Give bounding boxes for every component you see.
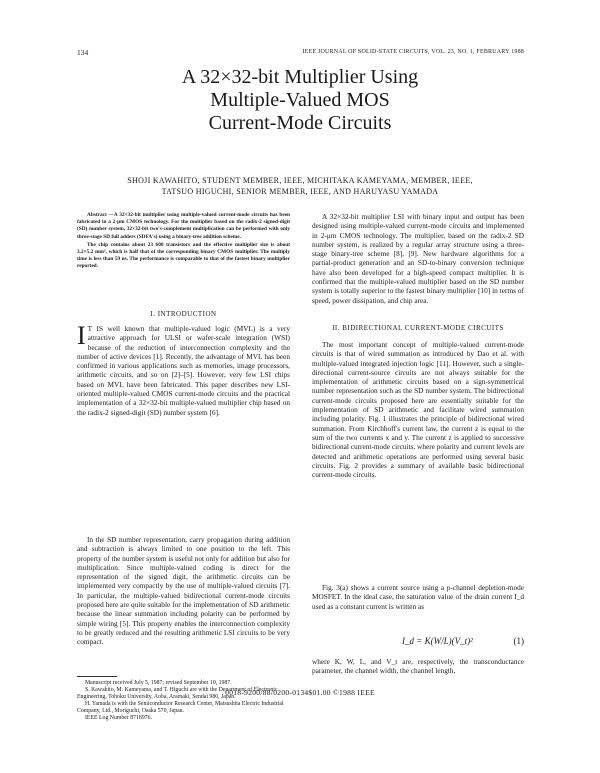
section-2-text-tail: [312, 657, 524, 676]
title-line-2: Multiple-Valued MOS: [210, 89, 390, 111]
footnote-affiliation-1: S. Kawahito, M. Kameyama, and T. Higuchi are with the Department of Electronic Engineering, Tohoku University, Aoba, Aramaki, Sendai 980, Japan.: [77, 687, 278, 700]
copyright-line: 0018-9200/88/0200-0134$01.00 ©1988 IEEE: [225, 688, 375, 697]
title-line-1: A 32×32-bit Multiplier Using: [181, 66, 419, 88]
abstract-paragraph-1: Abstract —A 32×32-bit multiplier using multiple-valued current-mode circuits has been fabricated in a 2-μm CMOS technology. For the multiplier based on the radix-2 signed-digit (SD) number system, 32×32-bit two's-complement multiplication can be performed with only three-stage SD full adders (SDFA's) using a binary-tree addition scheme.: [77, 212, 290, 240]
title-line-3: Current-Mode Circuits: [208, 112, 392, 134]
section-2-paragraph-2: Fig. 3(a) shows a current source using a p-channel depletion-mode MOSFET. In the ideal case, the saturation value of the drain current I_d used as a constant current is written as: [312, 583, 524, 611]
right-paragraph-1: A 32×32-bit multiplier LSI with binary input and output has been designed using multiple-valued current-mode circuits and implemented in 2-μm CMOS technology. The multiplier, based on the radix-2 SD number system, is realized by a regular array structure using a three-stage binary-tree scheme [8], [9]. New hardware algorithms for a partial-product generation and an SD-to-binary conversion technique have also been developed for a high-speed compact multiplier. It is confirmed that the multiple-valued multiplier based on the SD number system is totally superior to the fastest binary multiplier [10] in terms of speed, power dissipation, and chip area.: [312, 212, 524, 305]
section-heading-introduction: I. INTRODUCTION: [150, 310, 217, 318]
authors-line-1: SHOJI KAWAHITO, STUDENT MEMBER, IEEE, MICHITAKA KAMEYAMA, MEMBER, IEEE,: [127, 176, 473, 185]
footnote-affiliation-2: H. Yamada is with the Semiconductor Research Center, Matsushita Electric Industrial Company, Ltd., Moriguchi, Osaka 570, Japan.: [77, 701, 284, 714]
drop-cap: I: [77, 321, 86, 350]
intro-paragraph-1-text: T IS well known that multiple-valued logic (MVL) is a very attractive approach for ULSI or wafer-scale integration (WSI) because of the reduction of interconnection complexity and the number of active devices [1]. Recently, the advantage of MVL has been confirmed in various applications such as memories, image processors, arithmetic circuits, and so on [2]–[5]. However, very few LSI chips based on MVL have been fabricated. This paper describes new LSI-oriented multiple-valued CMOS current-mode circuits and the practical implementation of a 32×32-bit multiple-valued multiplier chip based on the radix-2 signed-digit (SD) number system [6].: [77, 324, 290, 417]
intro-paragraph-2: In the SD number representation, carry propagation during addition and subtraction is always limited to one position to the left. This property of the number system is useful not only for addition but also for multiplication. Since multiple-valued coding is direct for the representation of the signed digit, the arithmetic circuits can be implemented very compactly by the use of multiple-valued circuits [7]. In particular, the multiple-valued bidirectional current-mode circuits proposed here are quite suitable for the implementation of SD arithmetic because the linear summation including polarity can be performed by simple wiring [5]. This property enables the interconnection complexity to be greatly reduced and the resulting arithmetic LSI circuits to be very compact.: [77, 535, 290, 647]
page-number: 134: [77, 48, 89, 57]
paper-title: [0, 66, 600, 135]
section-2-paragraph-3: where K, W, L, and V_t are, respectively, the transconductance parameter, the channel width, the channel length,: [312, 657, 524, 676]
right-column-intro-text: [312, 212, 524, 305]
footnote-log-number: IEEE Log Number 8718976.: [85, 715, 152, 721]
intro-paragraph-1: [77, 321, 290, 417]
section-2-text-continued: [312, 583, 524, 611]
section-2-text: [312, 340, 524, 479]
abstract: [77, 212, 290, 271]
section-2-paragraph-1: The most important concept of multiple-valued current-mode circuits is that of wired summation as introduced by Dao et al. with multiple-valued integrated injection logic [11]. However, such a single-directional current-source circuits are not always suitable for the implementation of arithmetic circuits based on a sign-symmetrical number representation such as the SD number system. The bidirectional current-mode circuits proposed here are essentially suitable for the implementation of SD arithmetic and facilitate wired summation including polarity. Fig. 1 illustrates the principle of bidirectional wired summation. From Kirchhoff's current law, the current z is equal to the sum of the two currents x and y. The current z is applied to successive bidirectional current-mode circuits, where polarity and current levels are detected and arithmetic operations are performed using several basic circuits. Fig. 2 provides a summary of available basic bidirectional current-mode circuits.: [312, 340, 524, 480]
equation-number: (1): [513, 636, 524, 646]
footnotes: [77, 680, 290, 722]
section-heading-current-mode: II. BIDIRECTIONAL CURRENT-MODE CIRCUITS: [332, 324, 504, 332]
author-list: [60, 175, 540, 197]
footnote-received: Manuscript received July 5, 1987; revised September 10, 1987.: [85, 680, 232, 686]
authors-line-2: TATSUO HIGUCHI, SENIOR MEMBER, IEEE, AND HARUYASU YAMADA: [161, 187, 439, 196]
introduction-text-continued: [77, 535, 290, 647]
equation-expression: I_d = K(W/L)(V_t)²: [402, 636, 473, 646]
journal-header: IEEE JOURNAL OF SOLID-STATE CIRCUITS, VOL. 23, NO. 1, FEBRUARY 1988: [302, 49, 524, 55]
abstract-paragraph-2: The chip contains about 23 600 transistors and the effective multiplier size is about 3.2×5.2 mm², which is half that of the corresponding binary CMOS multiplier. The multiply time is less than 59 ns. The performance is comparable to that of the fastest binary multiplier reported.: [77, 241, 290, 270]
introduction-text: [77, 321, 290, 417]
footnote-rule: [77, 676, 117, 677]
